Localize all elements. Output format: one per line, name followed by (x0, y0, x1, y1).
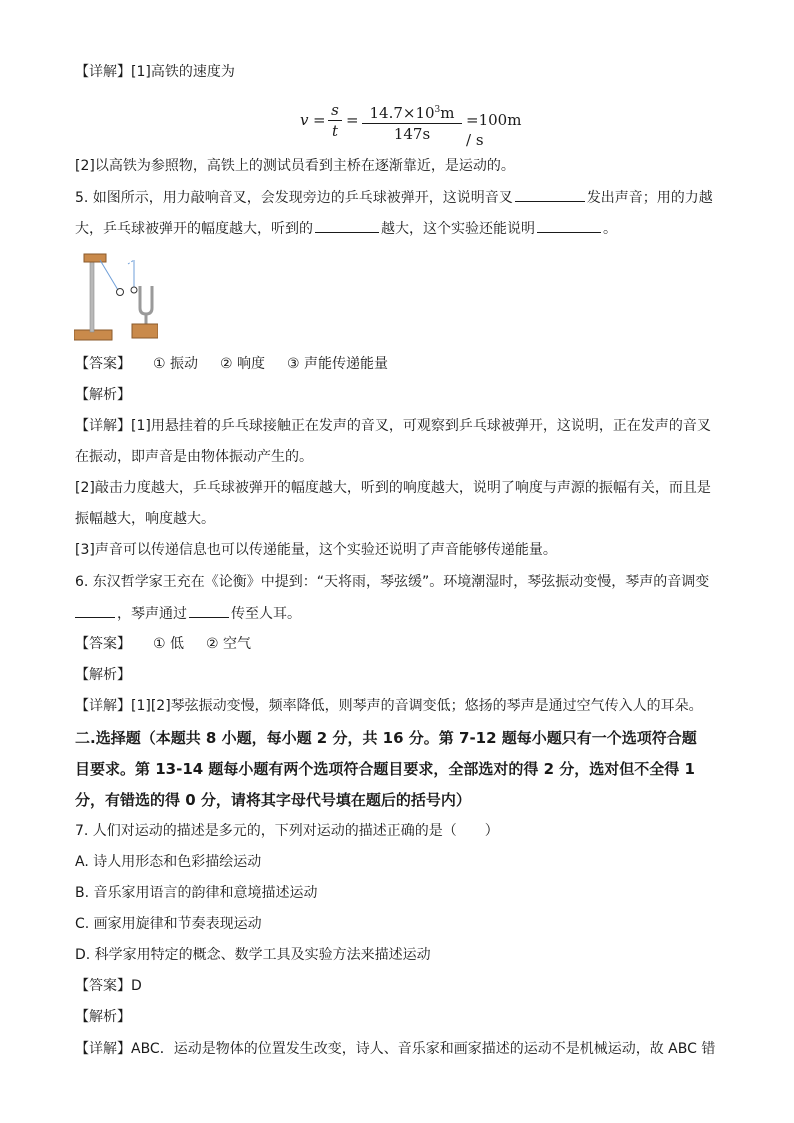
q5-detail-line: 在振动，即声音是由物体振动产生的。 (75, 449, 313, 465)
answer-blank-1[interactable] (515, 187, 585, 202)
q7-option-d[interactable]: D. 科学家用特定的概念、数学工具及实验方法来描述运动 (75, 947, 431, 963)
answer-tag: 【答案】 (75, 636, 131, 652)
q4-detail-line (75, 62, 235, 82)
frac2-num-base: 14.7×10 (369, 104, 435, 122)
q5-detail-line: [3]声音可以传递信息也可以传递能量，这个实验还说明了声音能够传递能量。 (75, 542, 557, 558)
answer-item (287, 356, 388, 372)
frac2-numerator (362, 100, 462, 124)
string-swing-trace (128, 260, 134, 264)
answer-tag: 【答案】 (75, 978, 131, 994)
answer-blank-3[interactable] (537, 218, 601, 233)
q7-detail-line (75, 1039, 715, 1059)
formula-equals-2: = (346, 111, 359, 129)
formula-lhs: v (300, 111, 309, 129)
q5-stem-line-1 (75, 187, 713, 208)
q5-text: 。 (603, 221, 617, 237)
frac2-denominator: 147s (393, 125, 431, 143)
section-heading-line: 二.选择题（本题共 8 小题，每小题 2 分，共 16 分。第 7-12 题每小题只有一个选项符合题 (75, 729, 697, 747)
answer-text: 空气 (223, 636, 252, 652)
q5-text: 越大，这个实验还能说明 (381, 221, 535, 237)
q7-option-c[interactable]: C. 画家用旋律和节奏表现运动 (75, 916, 262, 932)
answer-item (220, 356, 265, 372)
fraction-s-over-t (328, 100, 342, 141)
answer-blank-2[interactable] (315, 218, 379, 233)
stand-clamp (84, 254, 106, 262)
fraction-distance-over-time (362, 100, 462, 144)
section-heading-line: 分，有错选的得 0 分，请将其字母代号填在题后的括号内） (75, 791, 471, 809)
q5-detail-line: 振幅越大，响度越大。 (75, 511, 215, 527)
answer-item (153, 636, 184, 652)
frac1-denominator: t (331, 122, 339, 140)
detail-tag: 【详解】 (75, 64, 131, 80)
q5-stem-line-2 (75, 218, 617, 239)
frac2-num-exp: 3 (434, 105, 441, 115)
tuning-fork-figure (74, 250, 158, 346)
q6-text: 传至人耳。 (231, 606, 301, 622)
answer-text: D (131, 978, 142, 994)
answer-text: 低 (170, 636, 185, 652)
q5-text: 大，乒乓球被弹开的幅度越大，听到的 (75, 221, 313, 237)
q5-text: 5. 如图所示，用力敲响音叉，会发现旁边的乒乓球被弹开，这说明音叉 (75, 190, 513, 206)
q5-text: 发出声音；用的力越 (586, 190, 713, 206)
q7-stem: 7. 人们对运动的描述是多元的，下列对运动的描述正确的是（ ） (75, 823, 499, 839)
q6-answer-line (75, 634, 251, 654)
answer-text: 振动 (170, 356, 199, 372)
q7-analysis-tag: 【解析】 (75, 1009, 131, 1025)
answer-number: ① (153, 636, 166, 652)
stand-pole (90, 258, 94, 332)
resonance-box (132, 324, 158, 338)
detail-tag: 【详解】 (75, 698, 131, 714)
ball-string (100, 260, 118, 290)
answer-number: ② (220, 356, 233, 372)
q4-detail-line-2: [2]以高铁为参照物，高铁上的测试员看到主桥在逐渐靠近，是运动的。 (75, 158, 515, 174)
answer-blank-2[interactable] (189, 603, 229, 618)
q6-text: ，琴声通过 (117, 606, 187, 622)
answer-text: 声能传递能量 (304, 356, 389, 372)
answer-item (206, 636, 251, 652)
q5-detail-line: [2]敲击力度越大，乒乓球被弹开的幅度越大，听到的响度越大，说明了响度与声源的振幅有关，而且是 (75, 480, 711, 496)
answer-number: ② (206, 636, 219, 652)
q7-answer-line (75, 976, 142, 996)
formula-result: =100m / s (466, 111, 522, 149)
q7-option-b[interactable]: B. 音乐家用语言的韵律和意境描述运动 (75, 885, 318, 901)
q7-option-a[interactable]: A. 诗人用形态和色彩描绘运动 (75, 854, 262, 870)
q6-analysis-tag: 【解析】 (75, 667, 131, 683)
hanging-ball (131, 287, 137, 293)
q5-detail-line (75, 416, 711, 436)
answer-item (153, 356, 198, 372)
q4-detail-text: [1]高铁的速度为 (131, 64, 235, 80)
q6-stem-line-1: 6. 东汉哲学家王充在《论衡》中提到：“天将雨，琴弦缓”。环境潮湿时，琴弦振动变慢，琴声的音调变 (75, 574, 710, 590)
q5-analysis-tag: 【解析】 (75, 387, 131, 403)
q6-stem-line-2 (75, 603, 301, 624)
frac1-numerator: s (328, 100, 342, 121)
ping-pong-ball (117, 289, 124, 296)
detail-tag: 【详解】 (75, 1041, 131, 1057)
detail-text: ABC．运动是物体的位置发生改变，诗人、音乐家和画家描述的运动不是机械运动，故 ABC 错 (131, 1041, 716, 1057)
detail-text: [1]用悬挂着的乒乓球接触正在发声的音叉，可观察到乒乓球被弹开，这说明，正在发声的音叉 (131, 418, 711, 434)
answer-number: ① (153, 356, 166, 372)
answer-tag: 【答案】 (75, 356, 131, 372)
detail-tag: 【详解】 (75, 418, 131, 434)
answer-text: 响度 (237, 356, 266, 372)
answer-blank-1[interactable] (75, 603, 115, 618)
section-heading-line: 目要求。第 13-14 题每小题有两个选项符合题目要求，全部选对的得 2 分，选对但不全得 1 (75, 760, 695, 778)
detail-text: [1][2]琴弦振动变慢，频率降低，则琴声的音调变低；悠扬的琴声是通过空气传入人的耳朵。 (131, 698, 703, 714)
tuning-fork-stem (145, 313, 148, 325)
formula-equals: = (313, 111, 326, 129)
tuning-fork (140, 286, 152, 314)
q6-detail-line (75, 696, 703, 716)
q5-answer-line (75, 354, 388, 374)
answer-number: ③ (287, 356, 300, 372)
frac2-num-unit: m (440, 104, 455, 122)
